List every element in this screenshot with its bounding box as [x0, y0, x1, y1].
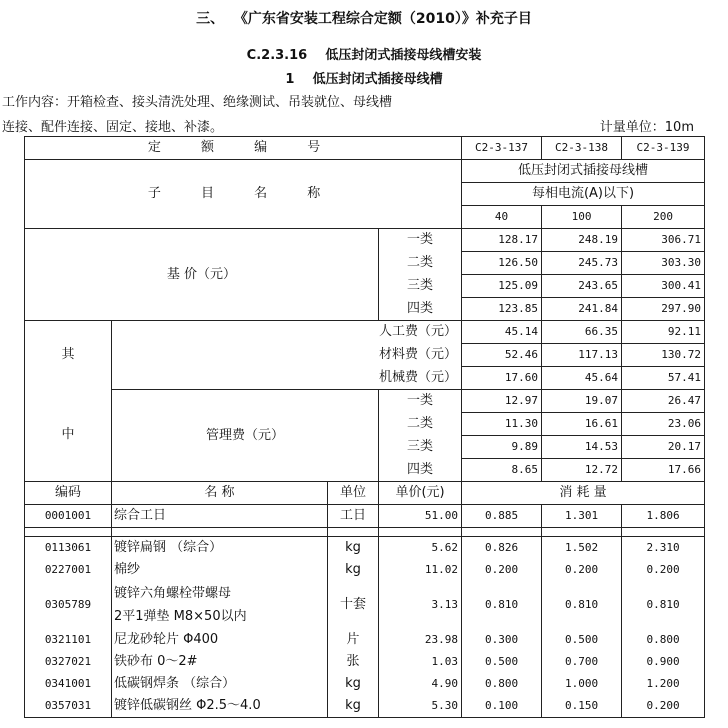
material-unit: 张	[328, 651, 379, 673]
col-price-header: 单价(元)	[379, 482, 462, 505]
material-label: 材料费（元）	[112, 344, 462, 367]
material-price: 51.00	[379, 505, 462, 528]
consumption-value: 0.150	[542, 695, 622, 718]
table-row	[25, 537, 705, 560]
base-price-value: 128.17	[462, 229, 542, 252]
mgmt-value: 23.06	[622, 413, 705, 436]
quota-code-label: 定 额 编 号	[25, 137, 462, 160]
material-unit: 十套	[328, 581, 379, 629]
material-name-cell	[112, 581, 328, 629]
material-code: 0341001	[25, 673, 112, 695]
col-name-header: 名 称	[112, 482, 328, 505]
mgmt-value: 12.72	[542, 459, 622, 482]
consumption-value: 0.200	[622, 559, 705, 581]
mgmt-value: 17.66	[622, 459, 705, 482]
material-price: 11.02	[379, 559, 462, 581]
base-price-value: 126.50	[462, 252, 542, 275]
material-price: 23.98	[379, 629, 462, 651]
base-price-value: 241.84	[542, 298, 622, 321]
quota-code-2: C2-3-138	[542, 137, 622, 160]
section-title: C.2.3.16 低压封闭式插接母线槽安装	[246, 48, 482, 63]
materials-header-row	[25, 482, 705, 505]
material-name: 镀锌扁钢 （综合）	[112, 537, 328, 560]
work-content-line2: 连接、配件连接、固定、接地、补漆。	[2, 120, 224, 135]
consumption-value: 0.700	[542, 651, 622, 673]
mgmt-value: 9.89	[462, 436, 542, 459]
machine-label: 机械费（元）	[112, 367, 462, 390]
material-code: 0321101	[25, 629, 112, 651]
base-price-value: 243.65	[542, 275, 622, 298]
consumption-value: 0.200	[542, 559, 622, 581]
unit-label: 计量单位：10m	[599, 120, 694, 135]
material-unit: kg	[328, 537, 379, 560]
col-code-header: 编码	[25, 482, 112, 505]
base-price-value: 297.90	[622, 298, 705, 321]
table-row	[25, 695, 705, 718]
table-row	[25, 673, 705, 695]
labor-value: 45.14	[462, 321, 542, 344]
material-code: 0327021	[25, 651, 112, 673]
material-price: 5.62	[379, 537, 462, 560]
consumption-value: 1.200	[622, 673, 705, 695]
material-name: 低碳钢焊条 （综合）	[112, 673, 328, 695]
consumption-value: 0.810	[542, 581, 622, 629]
mgmt-value: 11.30	[462, 413, 542, 436]
breakdown-qi: 其	[25, 321, 112, 390]
consumption-value: 0.500	[542, 629, 622, 651]
consumption-value: 1.301	[542, 505, 622, 528]
material-name-spec: 2平1弹垫 M8×50以内	[114, 609, 247, 624]
material-unit: kg	[328, 559, 379, 581]
mgmt-label: 管理费（元）	[112, 390, 379, 482]
consumption-value: 0.200	[622, 695, 705, 718]
material-unit: kg	[328, 673, 379, 695]
mgmt-value: 8.65	[462, 459, 542, 482]
base-price-value: 248.19	[542, 229, 622, 252]
material-code: 0357031	[25, 695, 112, 718]
mgmt-value: 14.53	[542, 436, 622, 459]
base-price-value: 300.41	[622, 275, 705, 298]
material-code: 0001001	[25, 505, 112, 528]
mgmt-value: 12.97	[462, 390, 542, 413]
breakdown-zhong: 中	[25, 390, 112, 482]
work-content-line1: 工作内容：开箱检查、接头清洗处理、绝缘测试、吊装就位、母线槽	[2, 95, 393, 110]
consumption-value: 1.502	[542, 537, 622, 560]
item-name-label: 子 目 名 称	[25, 160, 462, 229]
table-row	[25, 505, 705, 528]
quota-code-row	[25, 137, 705, 160]
material-name: 棉纱	[112, 559, 328, 581]
base-price-value: 303.30	[622, 252, 705, 275]
current-1: 40	[462, 206, 542, 229]
table-row	[25, 559, 705, 581]
base-class-2: 二类	[379, 252, 462, 275]
mgmt-class-3: 三类	[379, 436, 462, 459]
consumption-value: 0.800	[622, 629, 705, 651]
consumption-value: 0.826	[462, 537, 542, 560]
mgmt-class-1: 一类	[379, 390, 462, 413]
material-name: 尼龙砂轮片 Φ400	[112, 629, 328, 651]
material-name: 铁砂布 0～2#	[112, 651, 328, 673]
quota-code-3: C2-3-139	[622, 137, 705, 160]
machine-value: 45.64	[542, 367, 622, 390]
base-price-value: 125.09	[462, 275, 542, 298]
consumption-value: 2.310	[622, 537, 705, 560]
consumption-value: 0.885	[462, 505, 542, 528]
current-3: 200	[622, 206, 705, 229]
machine-value: 17.60	[462, 367, 542, 390]
table-row	[25, 651, 705, 673]
labor-value: 66.35	[542, 321, 622, 344]
material-price: 5.30	[379, 695, 462, 718]
base-price-value: 245.73	[542, 252, 622, 275]
material-code: 0305789	[25, 581, 112, 629]
material-price: 4.90	[379, 673, 462, 695]
consumption-value: 0.200	[462, 559, 542, 581]
col-consumption-header: 消 耗 量	[462, 482, 705, 505]
material-value: 117.13	[542, 344, 622, 367]
material-price: 3.13	[379, 581, 462, 629]
mgmt-class-4: 四类	[379, 459, 462, 482]
mgmt-class-2: 二类	[379, 413, 462, 436]
consumption-value: 0.800	[462, 673, 542, 695]
material-unit: 工日	[328, 505, 379, 528]
base-price-value: 123.85	[462, 298, 542, 321]
consumption-value: 1.000	[542, 673, 622, 695]
mgmt-value: 19.07	[542, 390, 622, 413]
consumption-value: 0.810	[462, 581, 542, 629]
labor-value: 92.11	[622, 321, 705, 344]
subsection-title: 1 低压封闭式插接母线槽	[285, 72, 443, 87]
base-class-3: 三类	[379, 275, 462, 298]
mgmt-value: 16.61	[542, 413, 622, 436]
consumption-value: 0.500	[462, 651, 542, 673]
material-value: 130.72	[622, 344, 705, 367]
material-unit: 片	[328, 629, 379, 651]
table-row	[25, 629, 705, 651]
current-label: 每相电流(A)以下)	[462, 183, 705, 206]
doc-title: 三、 《广东省安装工程综合定额（2010）》补充子目	[196, 11, 532, 27]
material-name: 镀锌低碳钢丝 Φ2.5～4.0	[112, 695, 328, 718]
labor-label: 人工费（元）	[112, 321, 462, 344]
item-title: 低压封闭式插接母线槽	[462, 160, 705, 183]
consumption-value: 0.900	[622, 651, 705, 673]
base-price-label: 基 价（元）	[25, 229, 379, 321]
mgmt-value: 20.17	[622, 436, 705, 459]
consumption-value: 0.100	[462, 695, 542, 718]
material-name: 镀锌六角螺栓带螺母	[114, 586, 232, 601]
quota-table	[24, 136, 705, 718]
base-price-value: 306.71	[622, 229, 705, 252]
material-price: 1.03	[379, 651, 462, 673]
material-code: 0227001	[25, 559, 112, 581]
material-name: 综合工日	[112, 505, 328, 528]
consumption-value: 0.300	[462, 629, 542, 651]
consumption-value: 0.810	[622, 581, 705, 629]
base-class-4: 四类	[379, 298, 462, 321]
material-value: 52.46	[462, 344, 542, 367]
consumption-value: 1.806	[622, 505, 705, 528]
material-unit: kg	[328, 695, 379, 718]
base-class-1: 一类	[379, 229, 462, 252]
table-row	[25, 581, 705, 629]
col-unit-header: 单位	[328, 482, 379, 505]
material-code: 0113061	[25, 537, 112, 560]
quota-code-1: C2-3-137	[462, 137, 542, 160]
mgmt-value: 26.47	[622, 390, 705, 413]
current-2: 100	[542, 206, 622, 229]
machine-value: 57.41	[622, 367, 705, 390]
